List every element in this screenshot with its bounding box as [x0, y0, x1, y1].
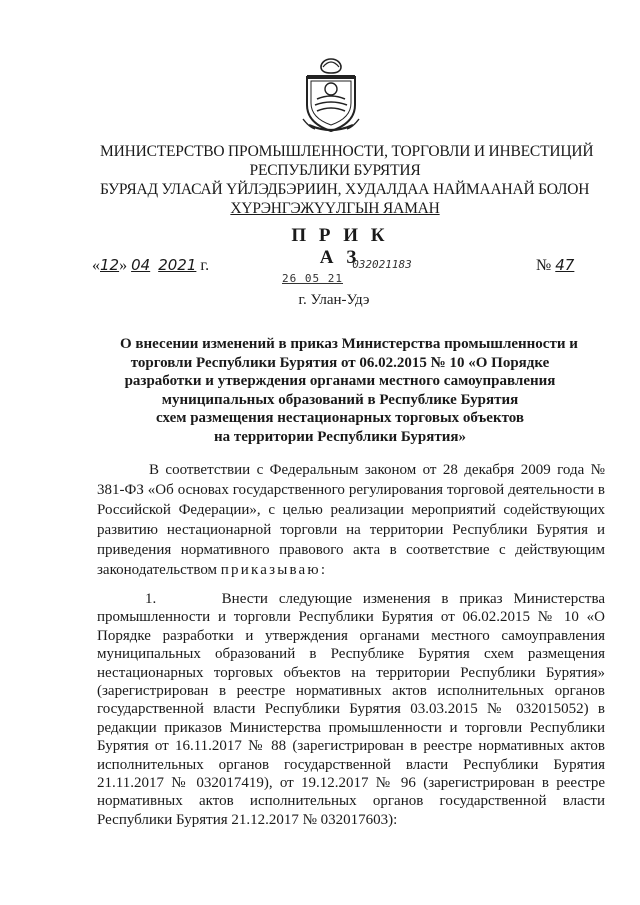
number-label: № — [536, 257, 552, 274]
registration-stamp — [282, 258, 482, 286]
order-month: 04 — [131, 256, 151, 274]
clause-number: 1. — [145, 591, 157, 607]
order-title: П Р И К А З — [291, 225, 389, 268]
clause-1-paragraph — [97, 590, 605, 829]
title-line: О внесении изменений в приказ Министерства промышленности и — [120, 336, 578, 352]
order-date — [92, 256, 209, 275]
number-value: 47 — [555, 256, 575, 274]
preamble-paragraph — [97, 460, 605, 580]
title-line: на территории Республики Бурятия» — [213, 428, 467, 445]
header-line: БУРЯАД УЛАСАЙ ҮЙЛЭДБЭРИИН, ХУДАЛДАА НАЙМААНАЙ БОЛОН — [100, 181, 590, 198]
stamp-reg-number: 032021183 — [352, 258, 412, 271]
coat-of-arms-emblem — [301, 55, 361, 133]
order-year: 2021 — [158, 256, 197, 274]
date-open-quote: « — [92, 257, 100, 274]
ministry-header — [100, 142, 594, 218]
order-directive: приказываю: — [220, 562, 328, 578]
date-close-quote: » — [119, 257, 128, 274]
title-line: разработки и утверждения органами местного самоуправления — [124, 373, 556, 389]
preamble-text: В соответствии с Федеральным законом от 28 декабря 2009 года № 381-ФЗ «Об основах государственного регулирования торговой деятельности в Российской Федерации», с целью реализации мероприятий содействующих развитию нестационарной торговли на территории Республики Бурятия и приведения нормативного правового акта в соответствие с действующим законодательством — [97, 462, 605, 578]
header-line: РЕСПУБЛИКИ БУРЯТИЯ — [249, 162, 421, 179]
order-city: г. Улан-Удэ — [298, 292, 370, 308]
clause-text: Внести следующие изменения в приказ Министерства промышленности и торговли Республики Бурятия от 06.02.2015 № 10 «О Порядке разработки и утверждения органами местного самоуправления муниципальных образований в Республике Бурятия схем размещения нестационарных торговых объектов на территории Республики Бурятия» (зарегистрирован в реестре нормативных актов исполнительных органов государственной власти Республики Бурятия 03.03.2015 № 032015052) в редакции приказов Министерства промышленности и торговли Республики Бурятия от 16.11.2017 № 88 (зарегистрирован в реестре нормативных актов исполнительных органов государственной власти Республики Бурятия 21.11.2017 № 032017419), от 19.12.2017 № 96 (зарегистрирован в реестре нормативных актов исполнительных органов государственной власти Республики Бурятия 21.12.2017 № 032017603): — [97, 591, 605, 828]
title-line: торговли Республики Бурятия от 06.02.2015 № 10 «О Порядке — [130, 354, 550, 371]
header-line: ХҮРЭНГЭЖҮҮЛГЫН ЯАМАН — [230, 200, 440, 217]
order-day: 12 — [100, 256, 120, 274]
order-number — [536, 256, 574, 275]
header-line: МИНИСТЕРСТВО ПРОМЫШЛЕННОСТИ, ТОРГОВЛИ И ИНВЕСТИЦИЙ — [100, 143, 594, 160]
order-year-suffix: г. — [200, 257, 210, 274]
stamp-reg-date: 26 05 21 — [282, 272, 343, 285]
title-line: муниципальных образований в Республике Бурятия — [161, 391, 519, 408]
document-title — [120, 335, 578, 446]
title-line: схем размещения нестационарных торговых объектов — [156, 410, 524, 426]
